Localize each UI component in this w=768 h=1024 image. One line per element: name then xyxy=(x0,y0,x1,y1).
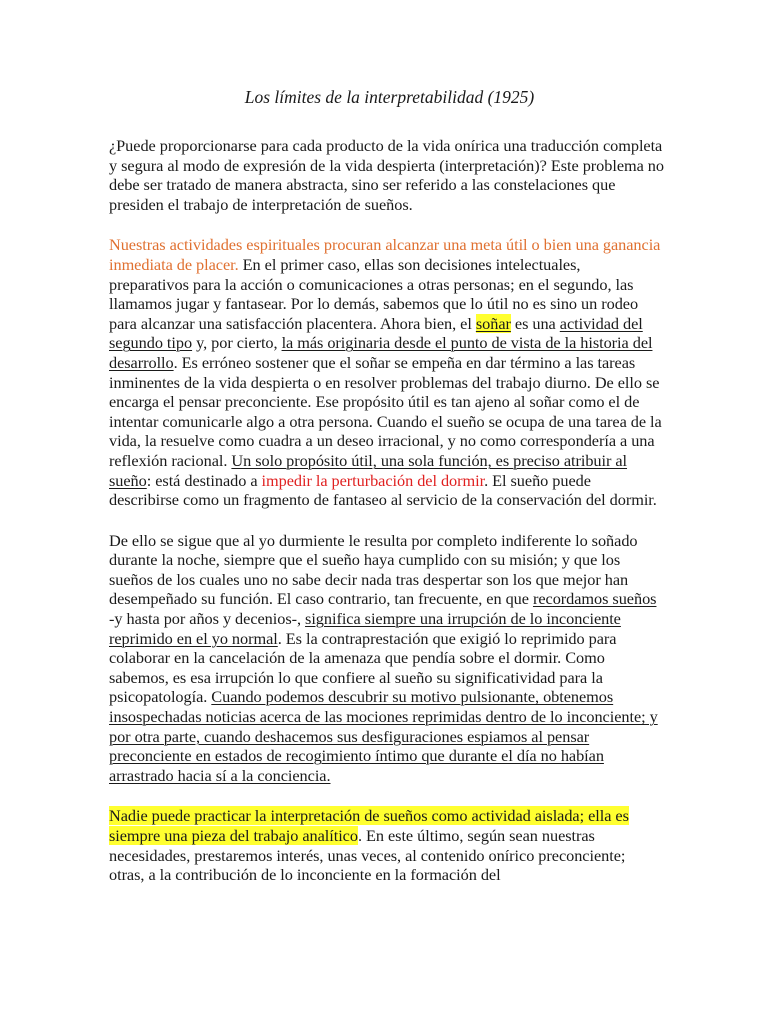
underlined-phrase: significa siempre una irrupción de lo inconciente reprimido en el yo normal xyxy=(109,609,621,648)
text-run: . En este último, según sean nuestras necesidades, prestaremos interés, unas veces, al contenido onírico preconciente; otras, a la contribución de lo inconciente en la formación del xyxy=(109,826,626,885)
underlined-phrase: actividad del segundo tipo xyxy=(109,313,643,353)
paragraph-1: ¿Puede proporcionarse para cada producto de la vida onírica una traducción completa y segura al modo de expresión de la vida despierta (interpretación)? Este problema no debe ser tratado de manera abstracta, sino ser referido a las constelaciones que presiden el trabajo de interpretación de sueños. xyxy=(109,136,664,214)
paragraph-4 xyxy=(109,806,664,884)
text-run: -y hasta por años y decenios-, xyxy=(109,609,306,629)
underlined-phrase: recordamos sueños xyxy=(532,589,657,609)
underlined-phrase: Cuando podemos descubrir su motivo pulsionante, obtenemos insospechadas noticias acerca de las mociones reprimidas dentro de lo inconciente; y por otra parte, cuando deshacemos sus desfiguraciones espiamos al pensar preconciente en estados de recogimiento íntimo que durante el día no habían arrastrado hacia sí a la conciencia. xyxy=(109,687,658,785)
document-title: Los límites de la interpretabilidad (1925) xyxy=(244,87,535,107)
paragraph-2 xyxy=(109,235,664,509)
orange-sentence: Nuestras actividades espirituales procuran alcanzar una meta útil o bien una ganancia inmediata de placer. xyxy=(109,235,661,274)
red-phrase: impedir la perturbación del dormir xyxy=(261,470,485,490)
text-run: y, por cierto, xyxy=(192,333,282,353)
text-run: . Es la contraprestación que exigió lo reprimido para colaborar en la cancelación de la amenaza que pendía sobre el dormir. Como sabemos, es esa irrupción lo que confiere al sueño su significatividad para la psicopatología. xyxy=(109,628,617,707)
paragraph-3 xyxy=(109,531,664,786)
highlighted-word: soñar xyxy=(475,313,511,333)
text-run: : está destinado a xyxy=(146,470,262,490)
text-run: De ello se sigue que al yo durmiente le resulta por completo indiferente lo soñado durante la noche, siempre que el sueño haya cumplido con su misión; y que los sueños de los cuales uno no sabe decir nada tras despertar son los que mejor han desempeñado su función. El caso contrario, tan frecuente, en que xyxy=(109,530,638,609)
underlined-phrase: Un solo propósito útil, una sola función, es preciso atribuir al sueño xyxy=(109,450,628,490)
text-run: . Es erróneo sostener que el soñar se empeña en dar término a las tareas inminentes de la vida despierta o en resolver problemas del trabajo diurno. De ello se encarga el pensar preconciente. Ese propósito útil es tan ajeno al soñar como el de intentar comunicarle algo a otra persona. Cuando el sueño se ocupa de una tarea de la vida, la resuelve como cuadra a un deseo irracional, y no como correspondería a una reflexión racional. xyxy=(109,352,662,470)
text-run: En el primer caso, ellas son decisiones intelectuales, preparativos para la acción o comunicaciones a otras personas; en el segundo, las llamamos jugar y fantasear. Por lo demás, sabemos que lo útil no es sino un rodeo para alcanzar una satisfacción placentera. Ahora bien, el xyxy=(109,254,639,333)
text-run: . El sueño puede describirse como un fragmento de fantaseo al servicio de la conservación del dormir. xyxy=(109,470,657,510)
underlined-phrase: la más originaria desde el punto de vista de la historia del desarrollo xyxy=(109,333,653,372)
highlighted-sentence: Nadie puede practicar la interpretación de sueños como actividad aislada; ella es siempre una pieza del trabajo analítico xyxy=(109,806,629,845)
text-run: es una xyxy=(510,313,560,333)
